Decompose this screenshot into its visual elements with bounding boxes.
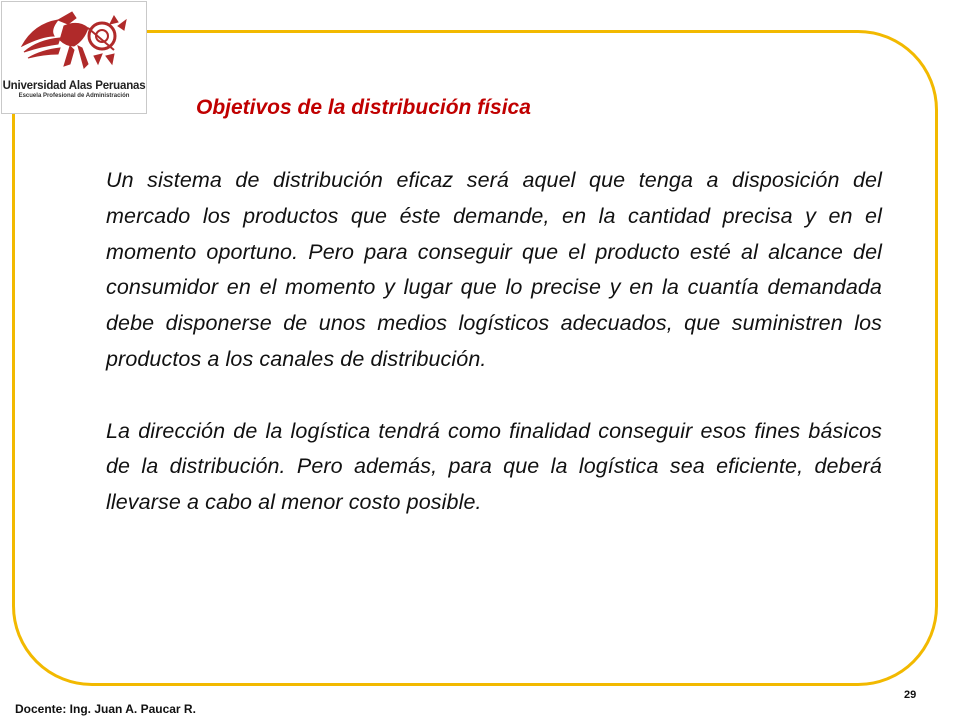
emblem-icon [14, 6, 134, 78]
paragraph-1: Un sistema de distribución eficaz será aquel que tenga a disposición del mercado los productos que éste demande, en la cantidad precisa y en el momento oportuno. Pero para conseguir que el producto esté al alcance del consumidor en el momento y lugar que lo precise y en la cuantía demandada debe disponerse de unos medios logísticos adecuados, que suministren los productos a los canales de distribución. [106, 168, 882, 371]
slide-title: Objetivos de la distribución física [196, 96, 531, 119]
logo-name: Universidad Alas Peruanas [2, 80, 146, 92]
university-logo [1, 1, 147, 114]
slide-body [106, 163, 882, 521]
logo-subtitle: Escuela Profesional de Administración [18, 93, 130, 99]
page-number: 29 [904, 689, 917, 701]
teacher-credit: Docente: Ing. Juan A. Paucar R. [15, 702, 196, 716]
paragraph-2: La dirección de la logística tendrá como finalidad conseguir esos fines básicos de la distribución. Pero además, para que la logística sea eficiente, deberá llevarse a cabo al menor costo posible. [106, 418, 882, 515]
